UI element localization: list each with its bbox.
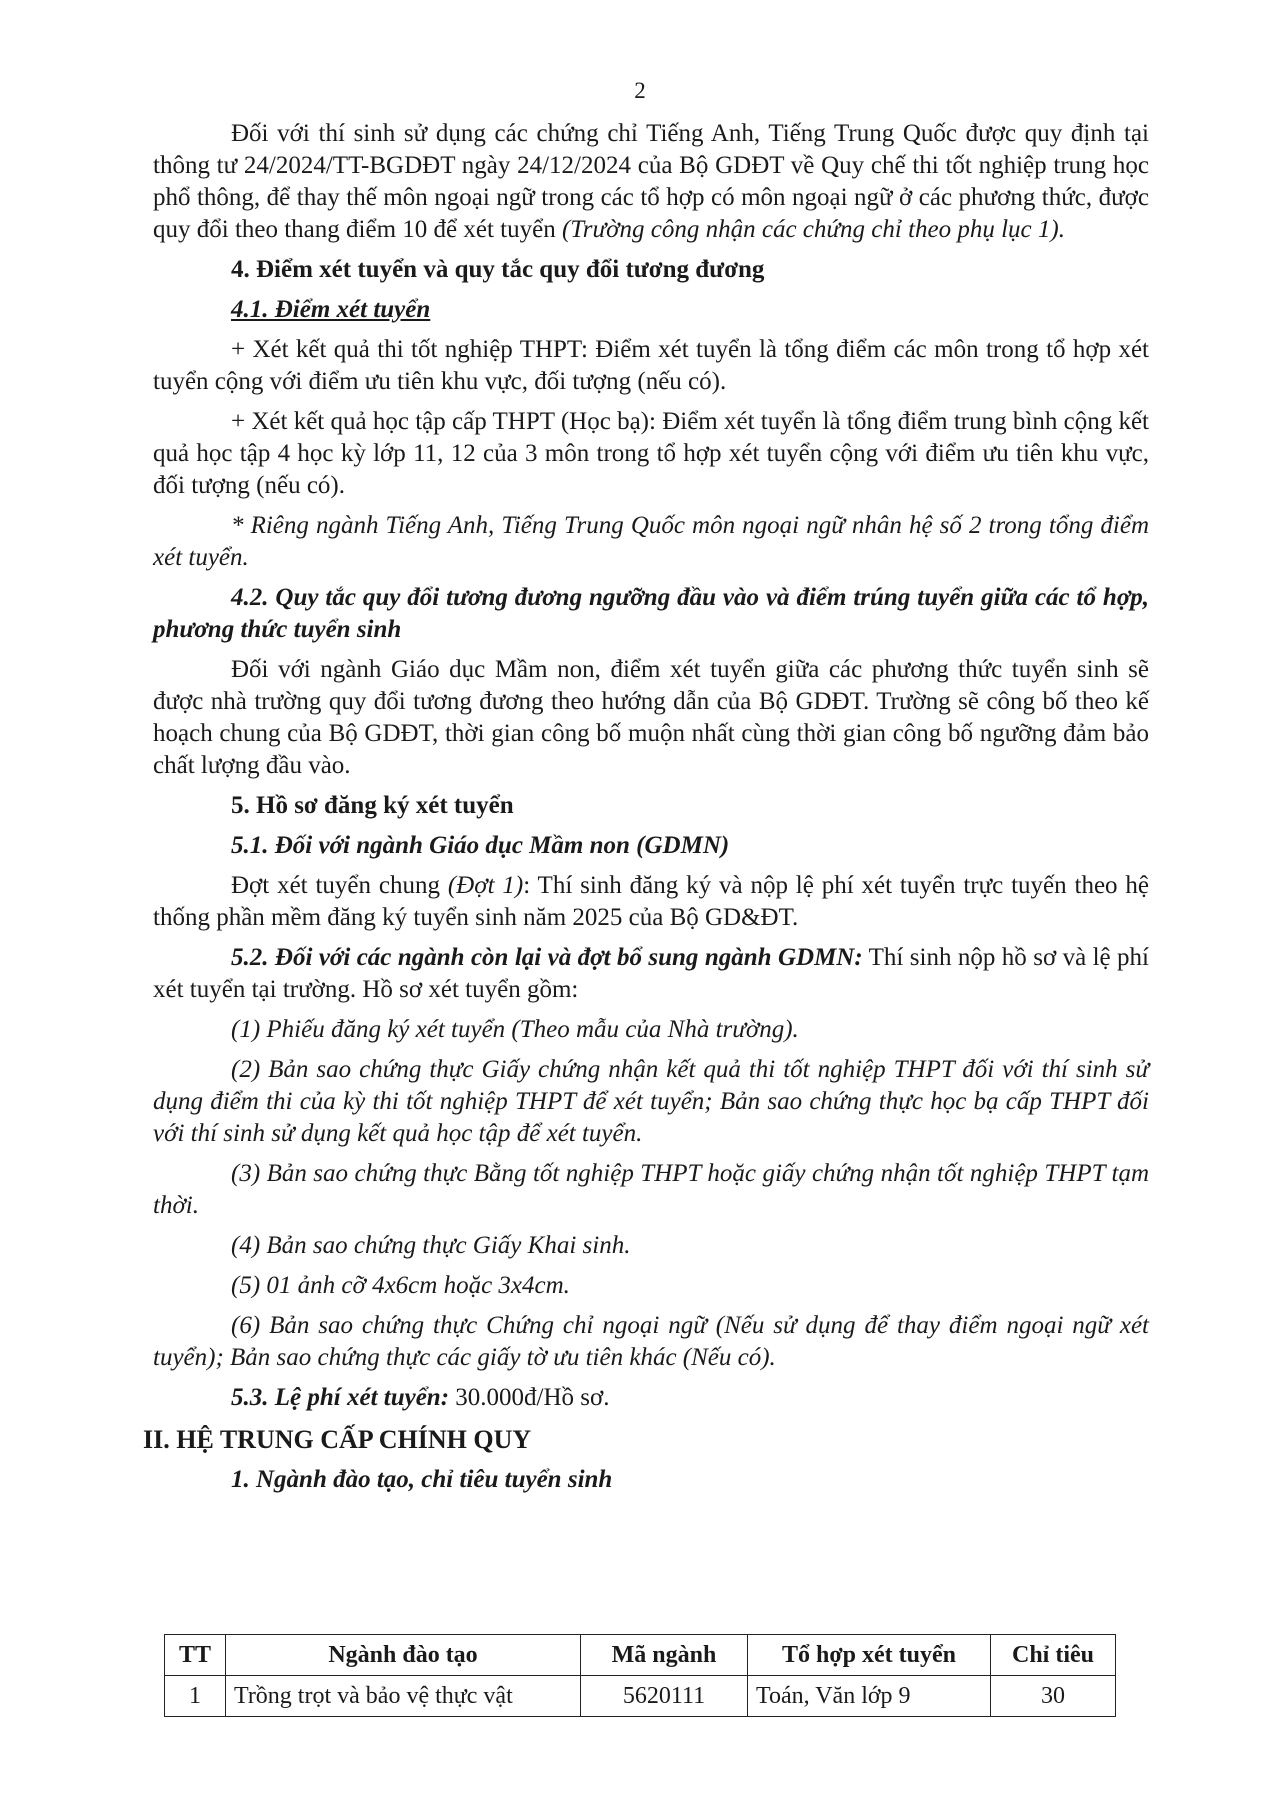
section-5-3-heading: 5.3. Lệ phí xét tuyển: (231, 1384, 450, 1411)
intro-note: (Trường công nhận các chứng chỉ theo phụ lục 1). (561, 216, 1065, 243)
section-5-1-text-b: (Đợt 1) (447, 872, 524, 899)
section-4-1-para-1: + Xét kết quả thi tốt nghiệp THPT: Điểm xét tuyển là tổng điểm các môn trong tổ hợp xét tuyển cộng với điểm ưu tiên khu vực, đối tượng (nếu có). (153, 336, 1149, 395)
table-cell-quota: 30 (991, 1676, 1116, 1717)
table-cell-tt: 1 (165, 1676, 226, 1717)
section-5-2-heading: 5.2. Đối với các ngành còn lại và đợt bổ sung ngành GDMN: (231, 944, 863, 971)
document-item-2: (2) Bản sao chứng thực Giấy chứng nhận kết quả thi tốt nghiệp THPT đối với thí sinh sử dụng điểm thi của kỳ thi tốt nghiệp THPT để xét tuyển; Bản sao chứng thực học bạ cấp THPT đối với thí sinh sử dụng kết quả học tập để xét tuyển. (153, 1056, 1149, 1147)
section-5-1-text-a: Đợt xét tuyển chung (231, 872, 448, 899)
section-5-3-paragraph (153, 1382, 1149, 1414)
table-header-combination: Tổ hợp xét tuyển (748, 1635, 991, 1676)
section-4-heading: 4. Điểm xét tuyển và quy tắc quy đổi tương đương (231, 256, 765, 283)
programs-table (164, 1634, 1116, 1717)
section-5-1-heading: 5.1. Đối với ngành Giáo dục Mầm non (GDMN) (231, 832, 730, 859)
document-item-3: (3) Bản sao chứng thực Bằng tốt nghiệp THPT hoặc giấy chứng nhận tốt nghiệp THPT tạm thời. (153, 1160, 1149, 1219)
section-5-3-text: 30.000đ/Hồ sơ. (449, 1384, 610, 1411)
table-header-tt: TT (165, 1635, 226, 1676)
section-5-2-text: Thí sinh nộp hồ sơ và lệ phí xét tuyển tại trường. Hồ sơ xét tuyển gồm: (153, 944, 1149, 1003)
section-4-1-note: * Riêng ngành Tiếng Anh, Tiếng Trung Quốc môn ngoại ngữ nhân hệ số 2 trong tổng điểm xét tuyển. (153, 512, 1149, 571)
table-header-program: Ngành đào tạo (226, 1635, 581, 1676)
section-5-1-text (153, 870, 1149, 934)
table-header-code: Mã ngành (581, 1635, 748, 1676)
table-cell-code: 5620111 (581, 1676, 748, 1717)
section-5-1-text-c: : Thí sinh đăng ký và nộp lệ phí xét tuyển trực tuyến theo hệ thống phần mềm đăng ký tuyển sinh năm 2025 của Bộ GD&ĐT. (153, 872, 1149, 931)
document-item-4: (4) Bản sao chứng thực Giấy Khai sinh. (231, 1232, 631, 1259)
table-header-quota: Chỉ tiêu (991, 1635, 1116, 1676)
table-row (165, 1676, 1116, 1717)
table-cell-combination: Toán, Văn lớp 9 (748, 1676, 991, 1717)
section-4-2-heading: 4.2. Quy tắc quy đổi tương đương ngưỡng đầu vào và điểm trúng tuyển giữa các tổ hợp, phương thức tuyển sinh (153, 584, 1149, 643)
intro-text: Đối với thí sinh sử dụng các chứng chỉ Tiếng Anh, Tiếng Trung Quốc được quy định tại thông tư 24/2024/TT-BGDĐT ngày 24/12/2024 của Bộ GDĐT về Quy chế thi tốt nghiệp trung học phổ thông, để thay thế môn ngoại ngữ trong các tổ hợp có môn ngoại ngữ ở các phương thức, được quy đổi theo thang điểm 10 để xét tuyển (153, 120, 1149, 243)
section-ii-1-heading: 1. Ngành đào tạo, chỉ tiêu tuyển sinh (231, 1466, 613, 1493)
section-4-2-text: Đối với ngành Giáo dục Mầm non, điểm xét tuyển giữa các phương thức tuyển sinh sẽ được nhà trường quy đổi tương đương theo hướng dẫn của Bộ GDĐT. Trường sẽ công bố theo kế hoạch chung của Bộ GDĐT, thời gian công bố muộn nhất cùng thời gian công bố ngưỡng đảm bảo chất lượng đầu vào. (153, 656, 1149, 779)
section-ii-heading: II. HỆ TRUNG CẤP CHÍNH QUY (143, 1425, 532, 1454)
document-item-1: (1) Phiếu đăng ký xét tuyển (Theo mẫu của Nhà trường). (231, 1016, 799, 1043)
section-5-2-paragraph (153, 942, 1149, 1006)
table-header-row (165, 1635, 1116, 1676)
table-cell-program: Trồng trọt và bảo vệ thực vật (226, 1676, 581, 1717)
page-number: 2 (634, 78, 646, 103)
section-4-1-para-2: + Xét kết quả học tập cấp THPT (Học bạ): Điểm xét tuyển là tổng điểm trung bình cộng kết quả học tập 4 học kỳ lớp 11, 12 của 3 môn trong tổ hợp xét tuyển cộng với điểm ưu tiên khu vực, đối tượng (nếu có). (153, 408, 1149, 499)
section-5-heading: 5. Hồ sơ đăng ký xét tuyển (231, 792, 514, 819)
section-4-1-heading-wrap (153, 294, 1149, 326)
intro-paragraph (153, 118, 1149, 246)
section-4-1-heading: 4.1. Điểm xét tuyển (231, 296, 431, 323)
document-item-6: (6) Bản sao chứng thực Chứng chỉ ngoại ngữ (Nếu sử dụng để thay điểm ngoại ngữ xét tuyển); Bản sao chứng thực các giấy tờ ưu tiên khác (Nếu có). (153, 1312, 1149, 1371)
document-body (143, 118, 1149, 1496)
document-item-5: (5) 01 ảnh cỡ 4x6cm hoặc 3x4cm. (231, 1272, 570, 1299)
